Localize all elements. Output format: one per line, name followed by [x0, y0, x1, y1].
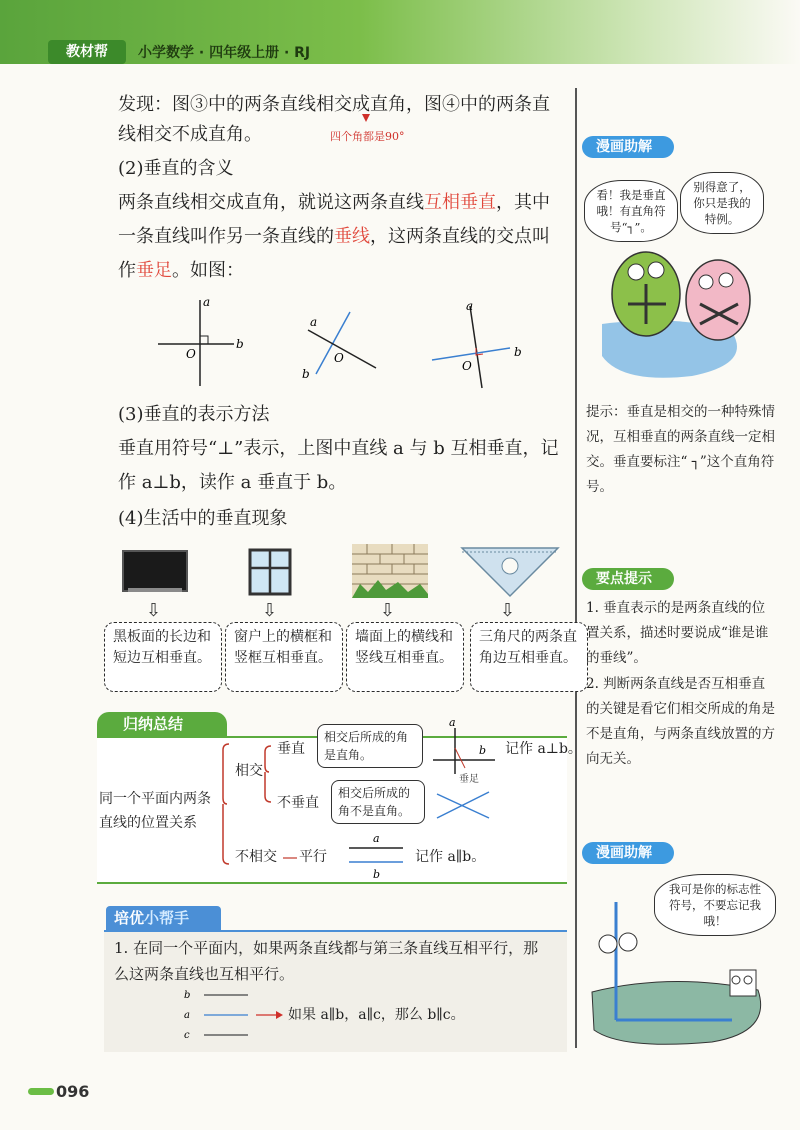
triangle-ruler-image — [460, 546, 560, 598]
definition-line-1: 两条直线相交成直角，就说这两条直线互相垂直，其中 — [118, 192, 550, 213]
perpendicular-figures — [150, 296, 570, 392]
helper-box — [104, 930, 567, 1052]
summary-tab: 归纳总结 — [97, 712, 227, 736]
comic-tab-1: 漫画助解 — [582, 136, 674, 158]
brick-wall-image — [352, 544, 428, 598]
comic-bubble-2: 我可是你的标志性符号，不要忘记我哦！ — [654, 874, 776, 936]
svg-text:b: b — [479, 744, 487, 757]
key-points-tab: 要点提示 — [582, 568, 674, 590]
svg-text:O: O — [186, 347, 196, 361]
page-header — [0, 0, 800, 64]
definition-line-2: 一条直线叫作另一条直线的垂线，这两条直线的交点叫 — [118, 226, 550, 247]
svg-text:a: a — [310, 315, 318, 329]
helper-line-1: 1. 在同一个平面内，如果两条直线都与第三条直线互相平行，那 — [114, 939, 539, 957]
down-arrow-icon: ⇩ — [146, 600, 162, 621]
helper-tab: 培优小帮手 — [106, 906, 221, 930]
down-arrow-icon: ⇩ — [262, 600, 278, 621]
summary-perp-bubble: 相交后所成的角 是直角。 — [317, 724, 423, 768]
handwritten-note: 四个角都是90° — [330, 130, 405, 143]
figure-upright — [158, 295, 244, 386]
svg-text:b: b — [184, 990, 191, 1001]
svg-text:O: O — [462, 359, 472, 373]
svg-text:a: a — [373, 832, 380, 845]
comic-tab-2: 漫画助解 — [582, 842, 674, 864]
blackboard-image — [122, 550, 188, 594]
page-number: 096 — [56, 1082, 90, 1101]
figure-tilted-left — [302, 312, 376, 381]
example-card-blackboard: 黑板面的长边和短边互相垂直。 — [104, 622, 222, 692]
svg-text:b: b — [373, 868, 381, 881]
symbol-line-1: 垂直用符号“⊥”表示，上图中直线 a 与 b 互相垂直，记 — [118, 438, 559, 459]
comic-bubble-right: 别得意了，你只是我的特例。 — [680, 172, 764, 234]
example-card-triangle-ruler: 三角尺的两条直角边互相垂直。 — [470, 622, 588, 692]
svg-text:O: O — [334, 351, 344, 365]
summary-not-intersect: 不相交 — [235, 849, 277, 865]
helper-line-2: 么这两条直线也互相平行。 — [114, 965, 295, 983]
down-arrow-icon: ⇩ — [380, 600, 396, 621]
summary-intersect: 相交 — [235, 763, 263, 779]
summary-parallel-notation: 记作 a∥b。 — [415, 849, 486, 865]
page-number-bar — [28, 1088, 54, 1095]
example-card-wall: 墙面上的横线和竖线互相垂直。 — [346, 622, 464, 692]
summary-perp-notation: 记作 a⊥b。 — [505, 741, 582, 757]
key-point-1: 1. 垂直表示的是两条直线的位置关系，描述时要说成“谁是谁的垂线”。 — [586, 600, 769, 666]
example-card-window: 窗户上的横框和竖框互相垂直。 — [225, 622, 343, 692]
summary-perpendicular: 垂直 — [277, 741, 305, 757]
svg-text:a: a — [449, 716, 456, 729]
section-heading-4: (4)生活中的垂直现象 — [118, 508, 288, 529]
window-image — [248, 548, 292, 596]
discover-line-2: 线相交不成直角。 — [118, 124, 262, 145]
summary-root-line-1: 同一个平面内两条 — [99, 791, 211, 807]
svg-text:a: a — [466, 299, 474, 313]
svg-text:a: a — [184, 1010, 190, 1021]
down-arrow-icon: ⇩ — [500, 600, 516, 621]
book-badge: 教材帮 — [48, 40, 126, 64]
helper-conclusion: 如果 a∥b，a∥c，那么 b∥c。 — [288, 1007, 465, 1023]
figure-tilted-right — [432, 299, 522, 388]
definition-line-3: 作垂足。如图： — [118, 260, 244, 281]
column-divider — [575, 88, 577, 1048]
discover-line-1: 发现：图③中的两条直线相交成直角，图④中的两条直 — [118, 94, 550, 115]
term-mutual-perpendicular: 互相垂直 — [424, 192, 496, 213]
summary-parallel: 平行 — [299, 849, 327, 865]
svg-text:b: b — [302, 367, 310, 381]
svg-text:b: b — [236, 337, 244, 351]
side-tip: 提示：垂直是相交的一种特殊情况，互相垂直的两条直线一定相交。垂直要标注“ ┐”这个直角符号。 — [586, 404, 775, 495]
svg-text:垂足: 垂足 — [459, 774, 479, 785]
key-point-2: 2. 判断两条直线是否互相垂直的关键是看它们相交所成的角是不是直角，与两条直线放置的方向无关。 — [586, 676, 775, 767]
section-heading-3: (3)垂直的表示方法 — [118, 404, 270, 425]
svg-text:c: c — [184, 1030, 190, 1041]
summary-not-perpendicular: 不垂直 — [277, 795, 319, 811]
note-arrow-icon — [362, 114, 370, 122]
book-title: 小学数学 · 四年级上册 · RJ — [138, 45, 311, 61]
comic-bubble-left: 看！我是垂直哦！有直角符号“┐”。 — [584, 180, 678, 242]
svg-text:a: a — [203, 295, 211, 309]
svg-text:b: b — [514, 345, 522, 359]
summary-root-line-2: 直线的位置关系 — [99, 815, 197, 831]
section-heading-2: (2)垂直的含义 — [118, 158, 234, 179]
summary-notperp-bubble: 相交后所成的 角不是直角。 — [331, 780, 425, 824]
term-foot: 垂足 — [136, 260, 172, 281]
term-perpendicular-line: 垂线 — [334, 226, 370, 247]
symbol-line-2: 作 a⊥b，读作 a 垂直于 b。 — [118, 472, 347, 493]
